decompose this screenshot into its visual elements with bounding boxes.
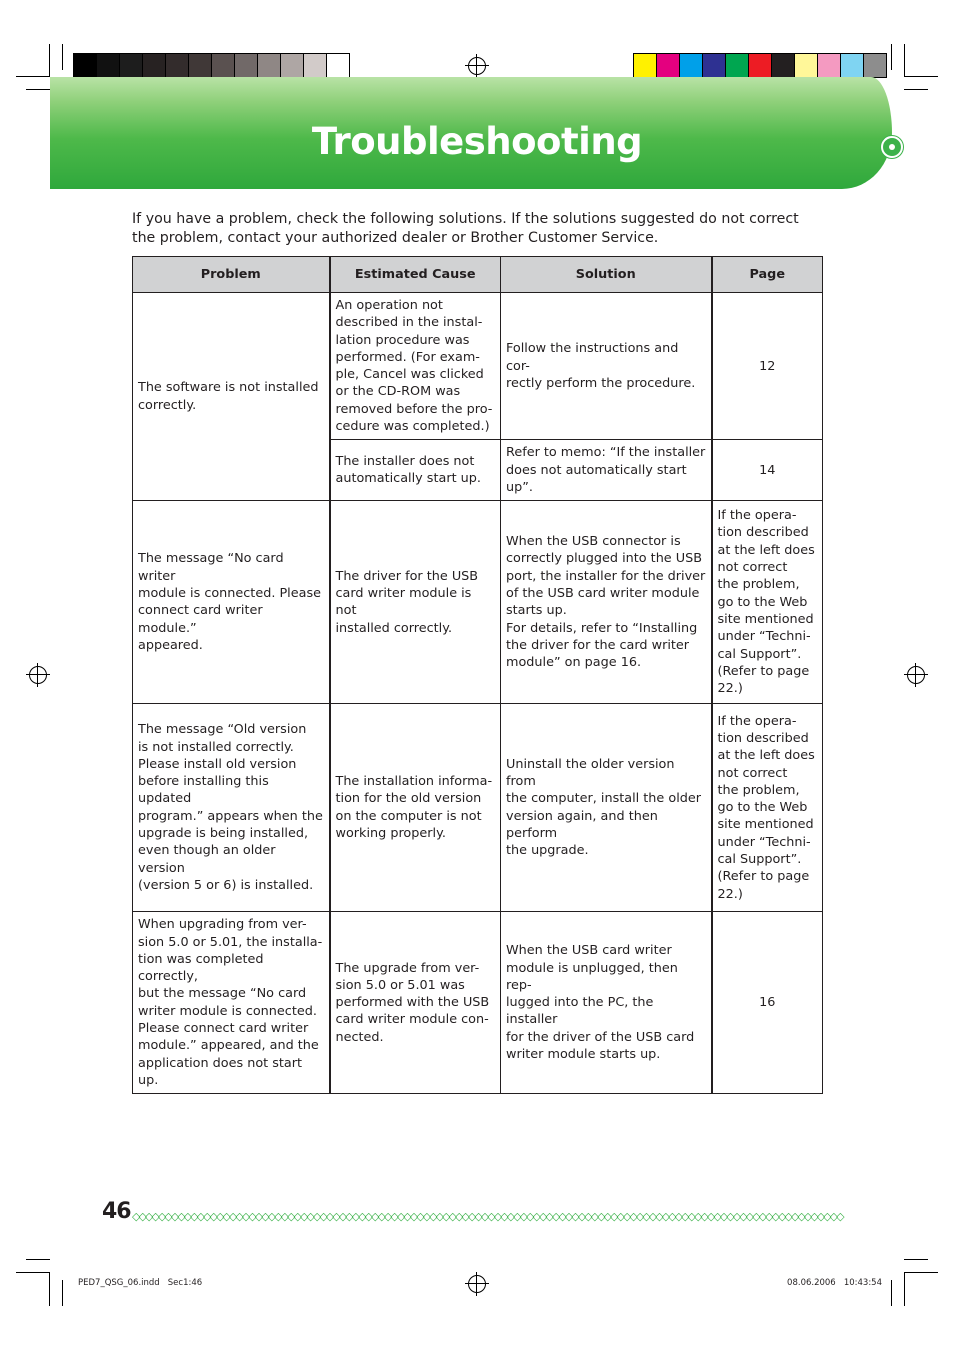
grayscale-swatch: [212, 54, 235, 77]
troubleshooting-table: [132, 256, 823, 1094]
cause-cell: The upgrade from ver- sion 5.0 or 5.01 was performed with the USB card writer module con- nected.: [330, 912, 501, 1094]
crop-mark: [16, 1272, 50, 1273]
table-header-row: [133, 257, 823, 293]
grayscale-swatch: [281, 54, 304, 77]
crop-mark: [49, 1272, 50, 1306]
cause-cell: The installer does not automatically start up.: [330, 440, 501, 501]
grayscale-swatch: [235, 54, 258, 77]
grayscale-swatch: [143, 54, 166, 77]
cause-cell: An operation not described in the instal- lation procedure was performed. (For exam- ple, Cancel was clicked or the CD-ROM was removed before the pro- cedure was completed.): [330, 293, 501, 440]
crop-mark: [904, 44, 905, 76]
process-color-swatch: [795, 54, 818, 77]
table-row: [133, 501, 823, 704]
problem-cell: The message “No card writer module is connected. Please connect card writer module.” appeared.: [133, 501, 330, 704]
problem-cell: The message “Old version is not installed correctly. Please install old version before installing this updated program.” appears when the upgrade is being installed, even though an older version (version 5 or 6) is installed.: [133, 704, 330, 912]
crop-mark: [26, 1259, 50, 1260]
grayscale-color-bar: [73, 53, 350, 78]
table-row: [133, 704, 823, 912]
crop-mark: [62, 1280, 63, 1306]
print-slug-timestamp: 08.06.2006 10:43:54: [787, 1278, 882, 1288]
table-row: [133, 912, 823, 1094]
process-color-swatch: [818, 54, 841, 77]
cause-cell: The installation informa- tion for the old version on the computer is not working properly.: [330, 704, 501, 912]
intro-paragraph: If you have a problem, check the following solutions. If the solutions suggested do not correct the problem, contact your authorized dealer or Brother Customer Service.: [132, 211, 799, 246]
process-color-swatch: [703, 54, 726, 77]
crop-mark: [904, 1259, 928, 1260]
page-cell: 14: [712, 440, 823, 501]
grayscale-swatch: [189, 54, 212, 77]
process-color-swatch: [634, 54, 657, 77]
column-header-page: Page: [712, 257, 823, 293]
crop-mark: [62, 44, 63, 70]
registration-mark-icon: [468, 57, 486, 75]
process-color-swatch: [680, 54, 703, 77]
crop-mark: [904, 1272, 905, 1306]
grayscale-swatch: [120, 54, 143, 77]
process-color-swatch: [841, 54, 864, 77]
table-row: [133, 293, 823, 440]
cause-cell: The driver for the USB card writer module is not installed correctly.: [330, 501, 501, 704]
registration-mark-icon: [29, 666, 47, 684]
column-header-cause: Estimated Cause: [330, 257, 501, 293]
solution-cell: When the USB connector is correctly plugged into the USB port, the installer for the driver of the USB card writer module starts up. For details, refer to “Installing the driver for the card writer module” on page 16.: [501, 501, 712, 704]
page-cell: 16: [712, 912, 823, 1094]
registration-mark-icon: [468, 1275, 486, 1293]
process-color-swatch: [657, 54, 680, 77]
diamond-divider: ◇◇◇◇◇◇◇◇◇◇◇◇◇◇◇◇◇◇◇◇◇◇◇◇◇◇◇◇◇◇◇◇◇◇◇◇◇◇◇◇◇◇◇◇◇◇◇◇◇◇◇◇◇◇◇◇◇◇◇◇◇◇◇◇◇◇◇◇◇◇◇◇◇◇◇◇◇◇◇◇◇◇◇◇◇◇◇◇◇◇◇◇◇◇◇◇◇◇◇◇◇◇◇◇◇◇◇◇◇◇: [132, 1210, 843, 1223]
page-number: 46: [102, 1199, 131, 1224]
solution-cell: When the USB card writer module is unplugged, then rep- lugged into the PC, the installer for the driver of the USB card writer module starts up.: [501, 912, 712, 1094]
crop-mark: [904, 1272, 938, 1273]
solution-cell: Uninstall the older version from the computer, install the older version again, and then perform the upgrade.: [501, 704, 712, 912]
problem-cell: The software is not installed correctly.: [133, 293, 330, 501]
bullet-dot-icon: [881, 136, 903, 158]
page-cell: If the opera- tion described at the left does not correct the problem, go to the Web site mentioned under “Techni- cal Support”. (Refer to page 22.): [712, 704, 823, 912]
page-cell: If the opera- tion described at the left does not correct the problem, go to the Web site mentioned under “Techni- cal Support”. (Refer to page 22.): [712, 501, 823, 704]
page-cell: 12: [712, 293, 823, 440]
grayscale-swatch: [304, 54, 327, 77]
column-header-solution: Solution: [501, 257, 712, 293]
process-color-bar: [633, 53, 887, 78]
registration-mark-icon: [907, 666, 925, 684]
page-title: Troubleshooting: [311, 120, 643, 163]
grayscale-swatch: [74, 54, 97, 77]
crop-mark: [16, 76, 50, 77]
column-header-problem: Problem: [133, 257, 330, 293]
crop-mark: [891, 44, 892, 70]
crop-mark: [904, 89, 928, 90]
print-slug-filename: PED7_QSG_06.indd Sec1:46: [78, 1278, 203, 1288]
grayscale-swatch: [258, 54, 281, 77]
solution-cell: Refer to memo: “If the installer does not automatically start up”.: [501, 440, 712, 501]
crop-mark: [26, 89, 50, 90]
process-color-swatch: [726, 54, 749, 77]
grayscale-swatch: [97, 54, 120, 77]
grayscale-swatch: [166, 54, 189, 77]
crop-mark: [891, 1280, 892, 1306]
crop-mark: [904, 76, 938, 77]
process-color-swatch: [772, 54, 795, 77]
problem-cell: When upgrading from ver- sion 5.0 or 5.01, the installa- tion was completed correctly, but the message “No card writer module is connected. Please connect card writer module.” appeared, and the application does not start up.: [133, 912, 330, 1094]
solution-cell: Follow the instructions and cor- rectly perform the procedure.: [501, 293, 712, 440]
crop-mark: [49, 44, 50, 76]
process-color-swatch: [864, 54, 886, 77]
grayscale-swatch: [327, 54, 349, 77]
process-color-swatch: [749, 54, 772, 77]
